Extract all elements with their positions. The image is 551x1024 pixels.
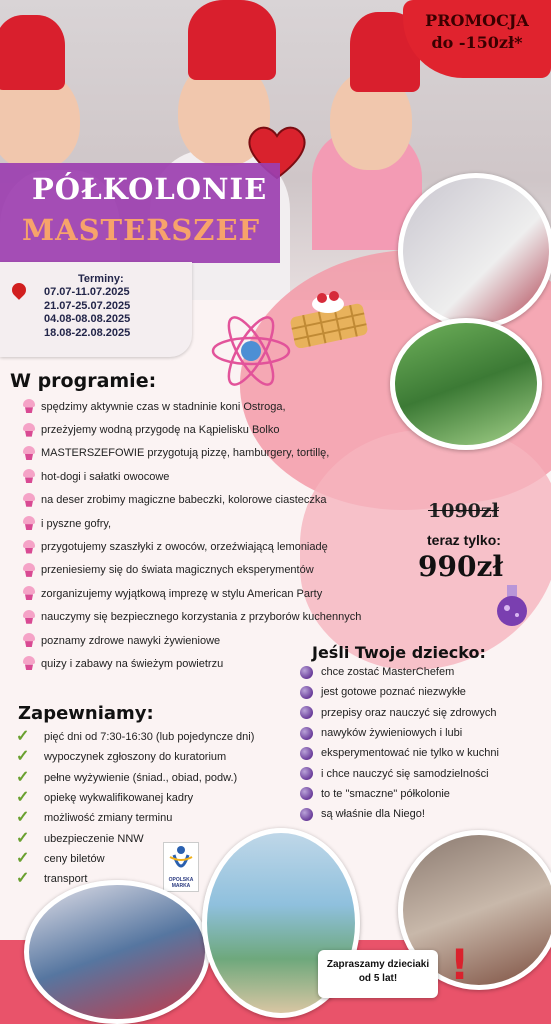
potion-flask-icon — [490, 583, 534, 627]
checkmark-icon: ✓ — [16, 809, 30, 827]
bullet-dot-icon — [300, 747, 313, 760]
program-item-text: MASTERSZEFOWIE przygotują pizzę, hamburgery, tortillę, — [41, 447, 330, 460]
list-item — [16, 808, 296, 828]
atom-icon — [208, 308, 294, 394]
child-item-text: są właśnie dla Niego! — [321, 808, 425, 821]
title-line1: PÓŁKOLONIE — [32, 172, 268, 206]
waffle-icon — [286, 288, 372, 348]
provide-item-text: pięć dni od 7:30-16:30 (lub pojedyncze dni) — [44, 731, 255, 744]
bullet-dot-icon — [300, 666, 313, 679]
list-item — [300, 804, 550, 824]
list-item — [22, 535, 392, 558]
callout-line1: Zapraszamy dzieciaki — [326, 959, 430, 970]
cupcake-icon — [22, 423, 36, 438]
list-item — [22, 512, 392, 535]
program-item-text: na deser zrobimy magiczne babeczki, kolorowe ciasteczka — [41, 494, 327, 507]
bullet-dot-icon — [300, 767, 313, 780]
cupcake-icon — [22, 540, 36, 555]
cupcake-icon — [22, 493, 36, 508]
cupcake-icon — [22, 469, 36, 484]
cupcake-icon — [22, 633, 36, 648]
list-item — [22, 559, 392, 582]
term-date: 21.07-25.07.2025 — [44, 299, 131, 312]
invite-callout — [318, 950, 438, 998]
provide-item-text: transport — [44, 873, 88, 886]
list-item — [300, 763, 550, 783]
provide-item-text: możliwość zmiany terminu — [44, 812, 173, 825]
terms-dates — [44, 286, 130, 340]
child-item-text: przepisy oraz nauczyć się zdrowych — [321, 706, 497, 719]
bullet-dot-icon — [300, 686, 313, 699]
photo-horse — [390, 318, 542, 450]
cupcake-icon — [22, 563, 36, 578]
cupcake-icon — [22, 586, 36, 601]
checkmark-icon: ✓ — [16, 870, 30, 888]
list-item — [22, 465, 392, 488]
list-item — [300, 703, 550, 723]
cupcake-icon — [22, 656, 36, 671]
program-item-text: nauczymy się bezpiecznego korzystania z przyborów kuchennych — [41, 611, 362, 624]
bullet-dot-icon — [300, 787, 313, 800]
program-list — [22, 395, 392, 676]
checkmark-icon: ✓ — [16, 829, 30, 847]
cupcake-icon — [22, 610, 36, 625]
list-item — [22, 582, 392, 605]
list-item — [22, 489, 392, 512]
list-item — [300, 743, 550, 763]
logo-figure-icon — [164, 843, 198, 877]
child-item-text: nawyków żywieniowych i lubi — [321, 727, 463, 740]
child-item-text: i chce nauczyć się samodzielności — [321, 767, 489, 780]
checkmark-icon: ✓ — [16, 768, 30, 786]
bullet-dot-icon — [300, 727, 313, 740]
child-item-text: eksperymentować nie tylko w kuchni — [321, 747, 499, 760]
cupcake-icon — [22, 446, 36, 461]
child-heading: Jeśli Twoje dziecko: — [312, 643, 486, 662]
cupcake-icon — [22, 516, 36, 531]
program-item-text: i pyszne gofry, — [41, 517, 112, 530]
checkmark-icon: ✓ — [16, 728, 30, 746]
child-item-text: chce zostać MasterChefem — [321, 666, 455, 679]
list-item — [22, 442, 392, 465]
program-item-text: quizy i zabawy na świeżym powietrzu — [41, 657, 224, 670]
provide-heading: Zapewniamy: — [18, 703, 154, 724]
list-item — [22, 606, 392, 629]
old-price: 1090zł — [428, 500, 499, 522]
child-list — [300, 662, 550, 824]
term-date: 07.07-11.07.2025 — [44, 286, 130, 298]
bullet-dot-icon — [300, 706, 313, 719]
now-label: teraz tylko: — [427, 532, 501, 548]
checkmark-icon: ✓ — [16, 849, 30, 867]
program-heading: W programie: — [10, 370, 157, 392]
program-item-text: zorganizujemy wyjątkową imprezę w stylu American Party — [41, 587, 323, 600]
checkmark-icon: ✓ — [16, 748, 30, 766]
cupcake-icon — [22, 399, 36, 414]
list-item — [16, 768, 296, 788]
provide-item-text: ceny biletów — [44, 852, 105, 865]
program-item-text: przygotujemy szaszłyki z owoców, orzeźwiającą lemoniadę — [41, 541, 328, 554]
promo-line1: PROMOCJA — [425, 11, 529, 30]
list-item — [22, 418, 392, 441]
title-line2: MASTERSZEF — [22, 213, 261, 247]
list-item — [300, 784, 550, 804]
list-item — [16, 788, 296, 808]
child-item-text: jest gotowe poznać niezwykłe — [321, 686, 466, 699]
promo-line2: do -150zł* — [431, 33, 523, 52]
provide-item-text: pełne wyżywienie (śniad., obiad, podw.) — [44, 771, 238, 784]
callout-line2: od 5 lat! — [358, 973, 398, 984]
program-item-text: spędzimy aktywnie czas w stadninie koni Ostroga, — [41, 400, 286, 413]
photo-kids-lab — [24, 880, 210, 1024]
provide-item-text: opiekę wykwalifikowanej kadry — [44, 792, 194, 805]
photo-science-kids — [398, 173, 551, 329]
checkmark-icon: ✓ — [16, 789, 30, 807]
provide-item-text: wypoczynek zgłoszony do kuratorium — [44, 751, 227, 764]
list-item — [16, 747, 296, 767]
child-item-text: to te "smaczne" półkolonie — [321, 787, 450, 800]
program-item-text: hot-dogi i sałatki owocowe — [41, 470, 170, 483]
program-item-text: przeniesiemy się do świata magicznych eksperymentów — [41, 564, 314, 577]
list-item — [300, 682, 550, 702]
list-item — [22, 395, 392, 418]
program-item-text: poznamy zdrowe nawyki żywieniowe — [41, 634, 221, 647]
provide-item-text: ubezpieczenie NNW — [44, 832, 144, 845]
program-item-text: przeżyjemy wodną przygodę na Kąpielisku Bolko — [41, 424, 280, 437]
new-price: 990zł — [418, 550, 504, 583]
logo-text: OPOLSKA MARKA — [168, 877, 194, 889]
list-item — [16, 727, 296, 747]
exclamation-icon: ! — [450, 940, 470, 989]
terms-heading: Terminy: — [78, 273, 124, 285]
list-item — [300, 662, 550, 682]
term-date: 04.08-08.08.2025 — [44, 313, 131, 325]
list-item — [300, 723, 550, 743]
bullet-dot-icon — [300, 808, 313, 821]
term-date: 18.08-22.08.2025 — [44, 326, 131, 339]
